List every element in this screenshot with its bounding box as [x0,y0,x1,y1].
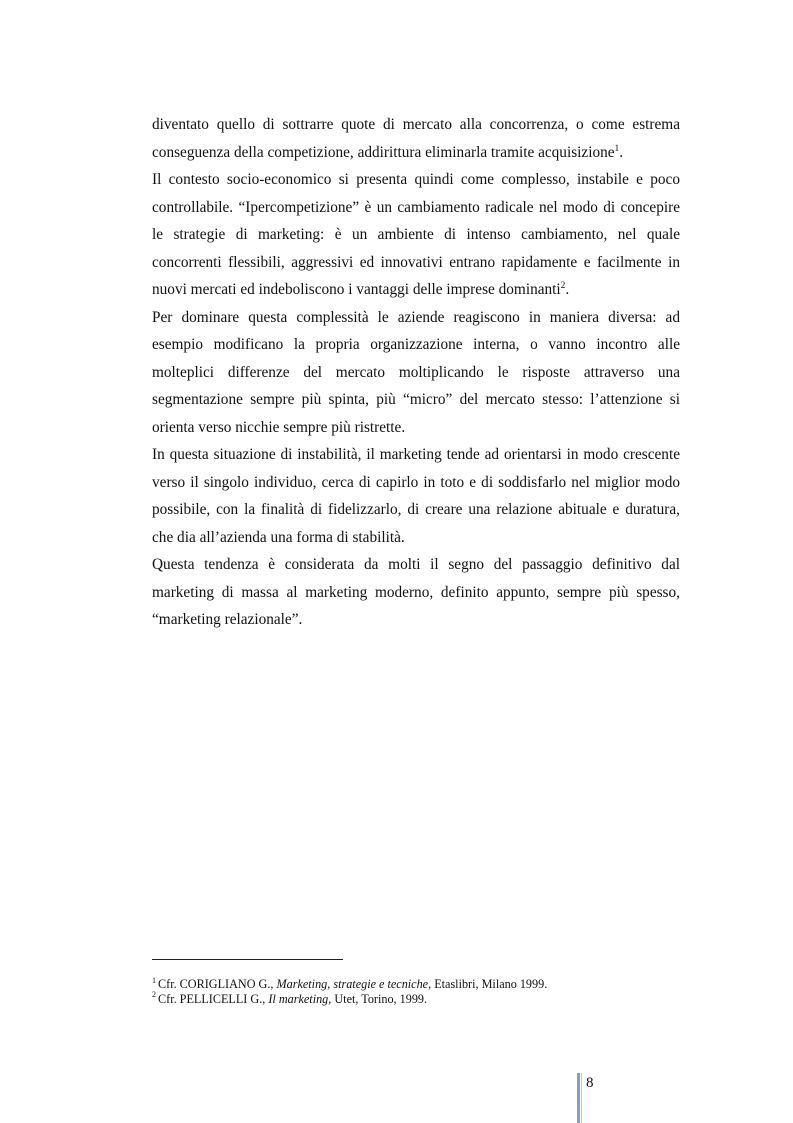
footnote-mark: 2 [152,990,156,1000]
footnote-mark: 1 [152,975,156,985]
footnote-title: Il marketing [268,991,329,1006]
body-text [152,111,680,634]
paragraph-4: In questa situazione di instabilità, il marketing tende ad orientarsi in modo crescente verso il singolo individuo, cerca di capirlo in toto e di soddisfarlo nel miglior modo possibile, con la finalità di fidelizzarlo, di creare una relazione abituale e duratura, che dia all’azienda una forma di stabilità. [152,446,680,546]
page-number-bar [577,1073,580,1123]
footnote-title: Marketing, strategie e tecniche [276,977,429,991]
footnote-2: $^2$ Cfr. PELLICELLI G., Il marketing, Utet, Torino, 1999. [152,990,428,1006]
page-number-bar-accent [581,1073,582,1123]
footnote-separator [152,959,343,960]
paragraph-2: Il contesto socio-economico si presenta quindi come complesso, instabile e poco controllabile. “Ipercompetizione” è un cambiamento radicale nel modo di concepire le strategie di marketing: è un ambiente di intenso cambiamento, nel quale concorrenti flessibili, aggressivi ed innovativi entrano rapidamente e facilmente in nuovi mercati ed indeboliscono i vantaggi delle imprese dominanti$^2$. [152,171,680,298]
paragraph-1: diventato quello di sottrarre quote di mercato alla concorrenza, o come estrema conseguenza della competizione, addirittura eliminarla tramite acquisizione$^1$. [152,116,680,161]
paragraph-3: Per dominare questa complessità le aziende reagiscono in maniera diversa: ad esempio modificano la propria organizzazione interna, o vanno incontro alle molteplici differenze del mercato moltiplicando le risposte attraverso una segmentazione sempre più spinta, più “micro” del mercato stesso: l’attenzione si orienta verso nicchie sempre più ristrette. [152,308,680,436]
footnote-ref-2[interactable]: 2 [560,280,566,291]
footnote-ref-1[interactable]: 1 [614,143,620,154]
paragraph-5: Questa tendenza è considerata da molti il segno del passaggio definitivo dal marketing di massa al marketing moderno, definito appunto, sempre più spesso, “marketing relazionale”. [152,556,680,628]
footnote-1: $^1$ Cfr. CORIGLIANO G., Marketing, strategie e tecniche, Etaslibri, Milano 1999. [152,975,548,991]
page-number: 8 [586,1075,594,1091]
footnotes [152,977,712,1006]
